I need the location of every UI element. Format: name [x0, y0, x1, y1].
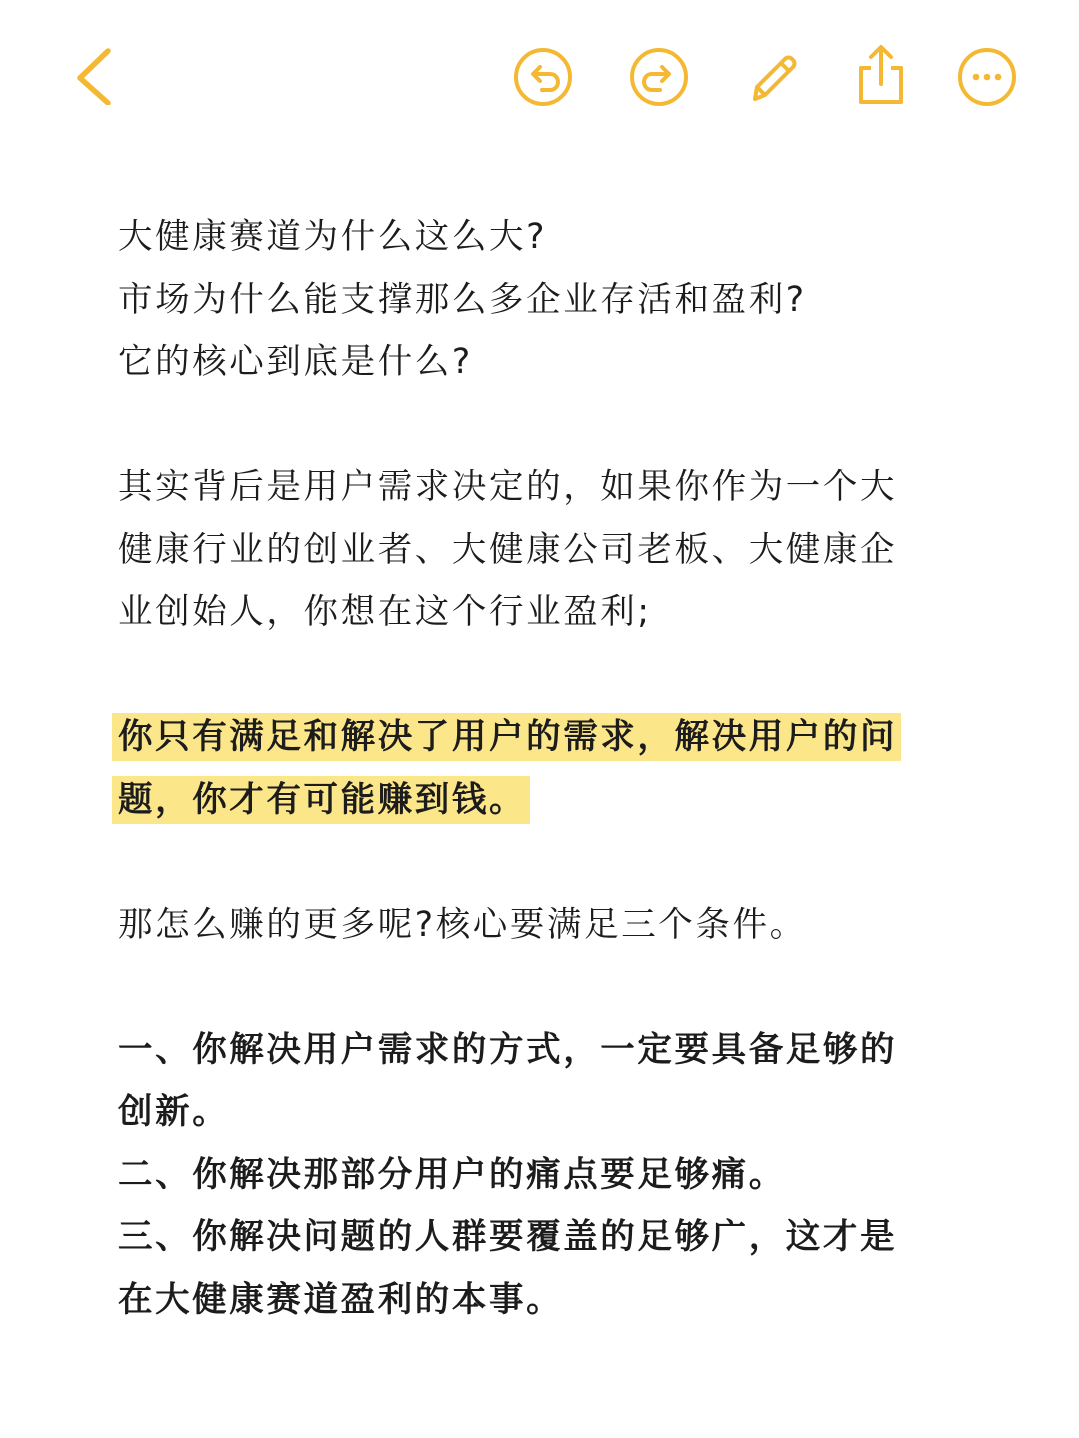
note-body[interactable] — [118, 206, 968, 1331]
text-line: 它的核心到底是什么? — [118, 342, 473, 382]
text-line: 创新。 — [118, 1092, 230, 1132]
text-line: 业创始人，你想在这个行业盈利; — [118, 592, 652, 632]
intro-paragraph — [118, 456, 968, 644]
text-line: 大健康赛道为什么这么大? — [118, 217, 548, 257]
text-line: 其实背后是用户需求决定的，如果你作为一个大 — [118, 467, 898, 507]
conditions-paragraph — [118, 1019, 968, 1332]
text-line: 那怎么赚的更多呢?核心要满足三个条件。 — [118, 904, 807, 945]
highlighted-paragraph — [118, 706, 968, 831]
back-button[interactable] — [62, 40, 122, 110]
text-line: 一、你解决用户需求的方式，一定要具备足够的 — [118, 1029, 898, 1070]
blank-line — [118, 644, 968, 707]
blank-line — [118, 394, 968, 457]
blank-line — [118, 956, 968, 1019]
text-line: 在大健康赛道盈利的本事。 — [118, 1279, 564, 1320]
share-button[interactable] — [848, 40, 914, 110]
blank-line — [118, 831, 968, 894]
pencil-icon — [743, 47, 803, 107]
questions-paragraph — [118, 206, 968, 394]
text-line: 三、你解决问题的人群要覆盖的足够广，这才是 — [118, 1217, 898, 1257]
more-icon — [956, 46, 1018, 108]
highlighted-text: 你只有满足和解决了用户的需求，解决用户的问 — [112, 713, 901, 761]
redo-icon — [628, 46, 690, 108]
share-icon — [853, 42, 909, 108]
highlighted-text: 题，你才有可能赚到钱。 — [112, 776, 530, 824]
text-line: 市场为什么能支撑那么多企业存活和盈利? — [118, 279, 807, 320]
undo-icon — [512, 46, 574, 108]
more-button[interactable] — [954, 44, 1020, 110]
edit-button[interactable] — [740, 44, 806, 110]
text-line: 二、你解决那部分用户的痛点要足够痛。 — [118, 1154, 786, 1195]
question2-paragraph — [118, 894, 968, 957]
text-line: 健康行业的创业者、大健康公司老板、大健康企 — [118, 529, 898, 570]
note-toolbar — [0, 0, 1079, 150]
undo-button[interactable] — [510, 44, 576, 110]
back-chevron-icon — [70, 45, 114, 105]
redo-button[interactable] — [626, 44, 692, 110]
